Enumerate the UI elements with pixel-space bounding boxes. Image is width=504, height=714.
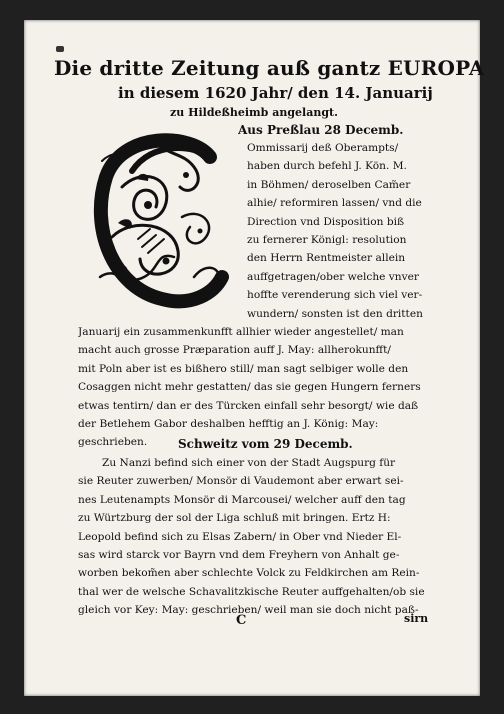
text-line: Direction vnd Disposition biß — [247, 215, 405, 228]
text-line: worben bekom̃en aber schlechte Volck zu Feldkirchen am Rein- — [78, 567, 420, 580]
decorated-initial-c — [82, 127, 238, 313]
ink-blot — [56, 46, 64, 52]
text-line: Zu Nanzi befind sich einer von der Stadt Augspurg für — [102, 457, 396, 469]
breslau-full-text — [78, 323, 440, 452]
text-line: der Betlehem Gabor deshalben hefftig an J. König: May: — [78, 418, 379, 431]
text-line: etwas tentirn/ dan er des Türcken einfall sehr besorgt/ wie daß — [78, 399, 419, 412]
page-title: Die dritte Zeitung auß gantz EUROPA — [54, 56, 485, 80]
text-line: den Herrn Rentmeister allein — [247, 252, 406, 265]
text-line: haben durch befehl J. Kön. M. — [247, 160, 407, 173]
dateline-breslau: Aus Preßlau 28 Decemb. — [238, 123, 404, 137]
text-line: sas wird starck vor Bayrn vnd dem Freyhern von Anhalt ge- — [78, 549, 400, 562]
text-line: alhie/ reformiren lassen/ vnd die — [247, 197, 422, 210]
text-line: Cosaggen nicht mehr gestatten/ das sie gegen Hungern ferners — [78, 381, 421, 394]
title-place-line: zu Hildeßheimb angelangt. — [170, 106, 338, 119]
signature-mark: C — [236, 613, 247, 628]
text-line: sie Reuter zuwerben/ Monsör di Vaudemont aber erwart sei- — [78, 475, 404, 488]
title-date-line: in diesem 1620 Jahr/ den 14. Januarij — [118, 84, 433, 102]
text-line: thal wer de welsche Schavalitzkische Reuter auffgehalten/ob sie — [78, 585, 425, 598]
text-line: macht auch grosse Præparation auff J. May: allherokunfft/ — [78, 344, 391, 357]
dateline-switzerland: Schweitz vom 29 Decemb. — [178, 437, 353, 451]
text-line: mit Poln aber ist es bißhero still/ man sagt selbiger wolle den — [78, 362, 409, 375]
text-line: gleich vor Key: May: geschrieben/ weil man sie doch nicht paß- — [78, 604, 419, 617]
text-line: geschrieben. — [78, 436, 148, 449]
text-line: Leopold befind sich zu Elsas Zabern/ in Ober vnd Nieder El- — [78, 530, 402, 543]
text-line: wundern/ sonsten ist den dritten — [247, 307, 423, 320]
text-line: in Böhmen/ deroselben Cam̃er — [247, 178, 411, 191]
text-line: auffgetragen/ober welche vnver — [247, 270, 419, 283]
text-line: Ommissarij deß Oberampts/ — [247, 142, 399, 154]
switzerland-text — [78, 454, 440, 620]
text-line: zu Würtzburg der sol der Liga schluß mit bringen. Ertz H: — [78, 512, 391, 525]
text-line: hoffte verenderung sich viel ver- — [247, 289, 423, 302]
text-line: Januarij ein zusammenkunfft allhier wieder angestellet/ man — [78, 326, 404, 338]
text-line: nes Leutenampts Monsör di Marcousei/ welcher auff den tag — [78, 493, 406, 506]
breslau-narrow-text — [247, 139, 443, 323]
catchword: sirn — [404, 612, 429, 625]
text-line: zu fernerer Königl: resolution — [247, 234, 407, 247]
